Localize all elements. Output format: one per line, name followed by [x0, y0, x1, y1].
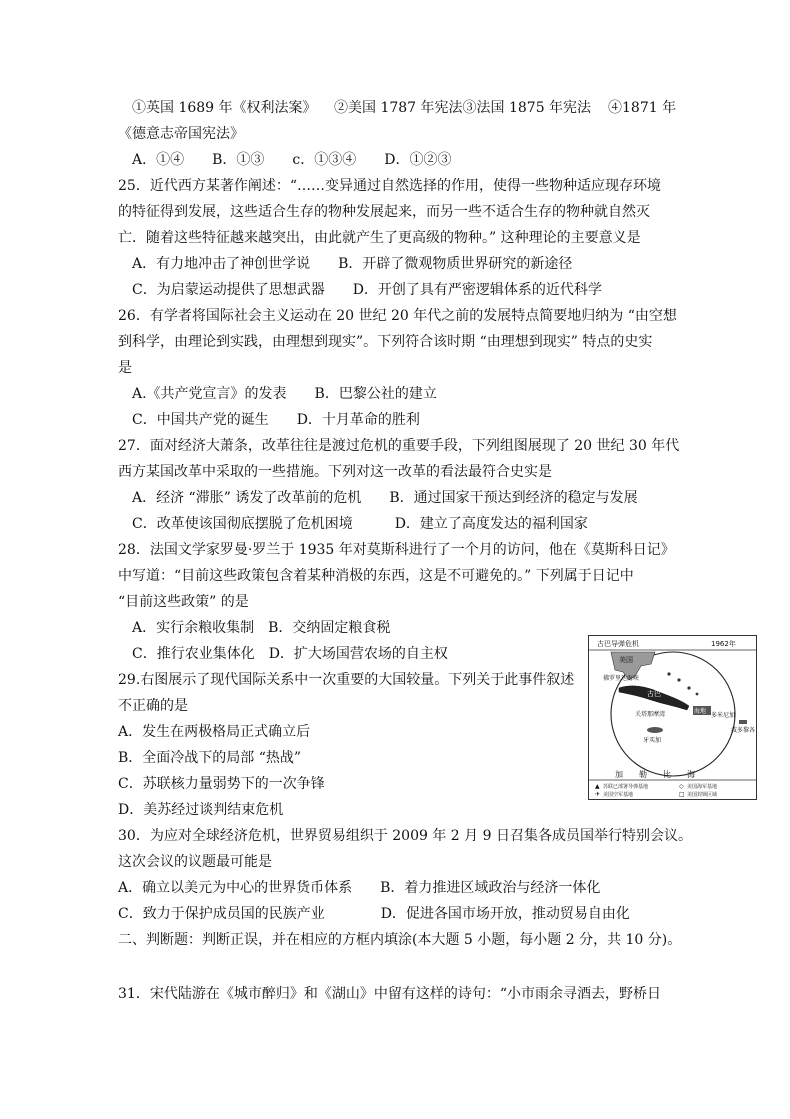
map-title: 古巴导弹危机 — [597, 640, 639, 648]
q25-stem-2: 的特征得到发展，这些适合生存的物种发展起来，而另一些不适合生存的物种就自然灭 — [118, 204, 650, 220]
q26-options-ab: A.《共产党宣言》的发表 B．巴黎公社的建立 — [132, 386, 437, 402]
map-year: 1962年 — [711, 640, 736, 648]
bahamas-island — [696, 693, 699, 696]
q27-stem-2: 西方某国改革中采取的一些措施。下列对这一改革的看法最符合史实是 — [118, 464, 552, 480]
label-jamaica: 牙买加 — [643, 737, 662, 744]
q30-options-ab: A．确立以美元为中心的世界货币体系 B．着力推进区域政治与经济一体化 — [118, 880, 601, 896]
label-dominica: 多米尼加 — [711, 712, 736, 719]
legend-us-navy-icon: ◇ — [679, 783, 684, 790]
q26-options-cd: C．中国共产党的诞生 D．十月革命的胜利 — [132, 412, 420, 428]
q28-options-ab: A．实行余粮收集制 B．交纳固定粮食税 — [132, 620, 391, 636]
q29-stem-2: 不正确的是 — [118, 698, 188, 714]
q29-option-a: A．发生在两极格局正式确立后 — [118, 724, 311, 740]
label-cuba: 古巴 — [647, 690, 661, 698]
line-01-b: ②美国 1787 年宪法③法国 1875 年宪法 — [334, 100, 592, 116]
legend-us-air: 美国空军基地 — [603, 792, 634, 798]
q30-options-cd: C．致力于保护成员国的民族产业 D．促进各国市场开放，推动贸易自由化 — [118, 906, 630, 922]
q30-stem-1: 30．为应对全球经济危机，世界贸易组织于 2009 年 2 月 9 日召集各成员国举行特别会议。 — [118, 828, 692, 844]
q28-stem-2: 中写道：“目前这些政策包含着某种消极的东西，这是不可避免的。” 下列属于日记中 — [118, 568, 634, 584]
label-caribbean-sea: 加 勒 比 海 — [615, 770, 695, 779]
line-02: 《德意志帝国宪法》 — [118, 126, 244, 142]
section-two-heading: 二、判断题：判断正误，并在相应的方框内填涂(本大题 5 小题，每小题 2 分，共 10 分)。 — [118, 932, 682, 948]
line-01-c: ④1871 年 — [608, 100, 677, 116]
bahamas-island — [667, 672, 670, 675]
q25-options-cd: C．为启蒙运动提供了思想武器 D．开创了具有严密逻辑体系的近代科学 — [132, 282, 602, 298]
cuban-missile-crisis-map — [588, 635, 757, 800]
q26-stem-2: 到科学，由理论到实践，由理想到现实”。下列符合该时期 “由理想到现实” 特点的史实 — [118, 334, 653, 350]
q27-options-ab: A．经济 “滞胀” 诱发了改革前的危机 B．通过国家干预达到经济的稳定与发展 — [132, 490, 638, 506]
q28-stem-3: “目前这些政策” 的是 — [118, 594, 249, 610]
bahamas-island — [687, 686, 690, 689]
legend-us-navy: 美国海军基地 — [687, 784, 718, 790]
q30-stem-2: 这次会议的议题最可能是 — [118, 854, 272, 870]
q25-stem-1: 25．近代西方某著作阐述：“……变异通过自然选择的作用，使得一些物种适应现存环境 — [118, 178, 661, 194]
q29-stem-1: 29.右图展示了现代国际关系中一次重要的大国较量。下列关于此事件叙述 — [118, 672, 575, 688]
q26-stem-1: 26．有学者将国际社会主义运动在 20 世纪 20 年代之前的发展特点简要地归纳为 “由空想 — [118, 308, 677, 324]
q29-option-d: D．美苏经过谈判结束危机 — [118, 802, 284, 818]
label-florida-strait: 佛罗里达海峡 — [603, 675, 640, 682]
legend-us-blockade: 美国封锁区域 — [687, 792, 718, 798]
q24-options: A．①④ B．①③ c．①③④ D．①②③ — [132, 152, 452, 168]
q27-options-cd: C．改革使该国彻底摆脱了危机困境 D．建立了高度发达的福利国家 — [132, 516, 588, 532]
label-puerto-rico: 波多黎各 — [731, 727, 756, 734]
puerto-rico-island — [739, 720, 747, 724]
label-guantanamo: 关塔那摩湾 — [635, 711, 666, 718]
q29-option-b: B．全面冷战下的局部 “热战” — [118, 750, 302, 766]
line-01-a: ①英国 1689 年《权利法案》 — [132, 100, 317, 116]
q31-stem-1: 31．宋代陆游在《城市醉归》和《湖山》中留有这样的诗句：“小市雨余寻酒去，野桥日 — [118, 986, 661, 1002]
label-haiti: 海地 — [694, 708, 707, 715]
q28-options-cd: C．推行农业集体化 D．扩大场国营农场的自主权 — [132, 646, 448, 662]
q27-stem-1: 27．面对经济大萧条，改革往往是渡过危机的重要手段，下列组图展现了 20 世纪 30 年代 — [118, 438, 680, 454]
legend-soviet-missile: 苏联已部署导弹基地 — [603, 784, 649, 790]
label-usa: 美国 — [619, 656, 633, 664]
q26-stem-3: 是 — [118, 360, 132, 376]
jamaica-island — [647, 727, 663, 733]
q25-stem-3: 亡．随着这些特征越来越突出，由此就产生了更高级的物种。” 这种理论的主要意义是 — [118, 230, 641, 246]
q25-options-ab: A．有力地冲击了神创世学说 B．开辟了微观物质世界研究的新途径 — [132, 256, 573, 272]
legend-us-air-icon: ✈ — [595, 791, 601, 798]
legend-soviet-missile-icon: ▲ — [595, 783, 600, 790]
q29-option-c: C．苏联核力量弱势下的一次争锋 — [118, 776, 325, 792]
q28-stem-1: 28．法国文学家罗曼·罗兰于 1935 年对莫斯科进行了一个月的访问，他在《莫斯科日记》 — [118, 542, 675, 558]
legend-us-blockade-icon: □ — [679, 791, 685, 798]
bahamas-island — [677, 678, 680, 681]
